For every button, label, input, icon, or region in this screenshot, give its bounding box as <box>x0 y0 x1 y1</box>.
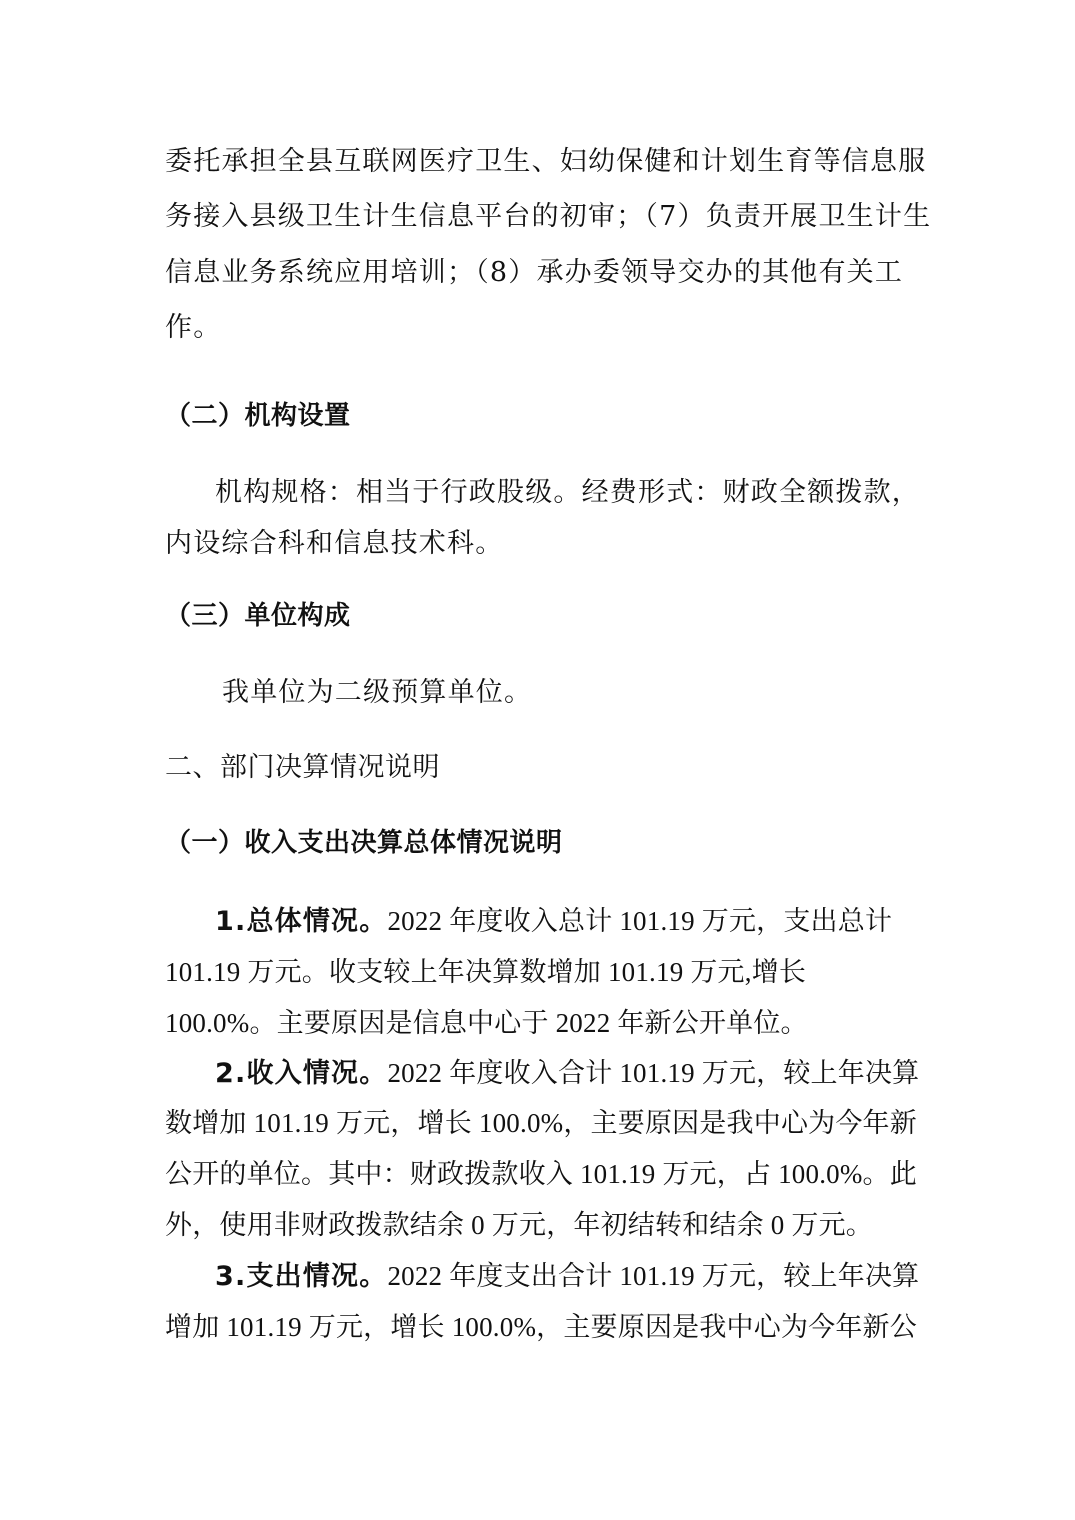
para-line <box>215 1056 919 1091</box>
item-text: 2022 年度支出合计 101.19 万元，较上年决算 <box>387 1261 920 1291</box>
para-line: 外，使用非财政拨款结余 0 万元，年初结转和结余 0 万元。 <box>165 1210 873 1240</box>
para-line: 数增加 101.19 万元，增长 100.0%，主要原因是我中心为今年新 <box>165 1108 917 1138</box>
item-text: 2022 年度收入总计 101.19 万元，支出总计 <box>387 906 893 936</box>
part-heading: 二、部门决算情况说明 <box>165 752 440 783</box>
para-line: 机构规格：相当于行政股级。经费形式：财政全额拨款， <box>215 477 920 508</box>
item-label: 1.总体情况。 <box>215 906 388 937</box>
item-label: 2.收入情况。 <box>215 1058 388 1089</box>
item-text: 2022 年度收入合计 101.19 万元，较上年决算 <box>387 1058 920 1088</box>
para-line: 公开的单位。其中：财政拨款收入 101.19 万元，占 100.0%。此 <box>165 1159 917 1189</box>
para-line: 作。 <box>165 312 222 343</box>
para-line: 我单位为二级预算单位。 <box>222 677 533 708</box>
para-line: 100.0%。主要原因是信息中心于 2022 年新公开单位。 <box>165 1008 808 1038</box>
section-heading-income-expense: （一）收入支出决算总体情况说明 <box>165 828 563 858</box>
section-heading-unit: （三）单位构成 <box>165 601 351 631</box>
item-label: 3.支出情况。 <box>215 1261 388 1292</box>
para-line: 内设综合科和信息技术科。 <box>165 528 504 559</box>
para-line: 增加 101.19 万元，增长 100.0%，主要原因是我中心为今年新公 <box>165 1312 917 1342</box>
section-heading-org: （二）机构设置 <box>165 401 351 431</box>
para-line: 信息业务系统应用培训；（8）承办委领导交办的其他有关工 <box>165 257 904 288</box>
para-line: 委托承担全县互联网医疗卫生、妇幼保健和计划生育等信息服 <box>165 146 927 177</box>
para-line <box>215 1259 919 1294</box>
para-line <box>215 904 892 939</box>
para-line: 务接入县级卫生计生信息平台的初审；（7）负责开展卫生计生 <box>165 201 932 232</box>
para-line: 101.19 万元。收支较上年决算数增加 101.19 万元,增长 <box>165 957 807 987</box>
